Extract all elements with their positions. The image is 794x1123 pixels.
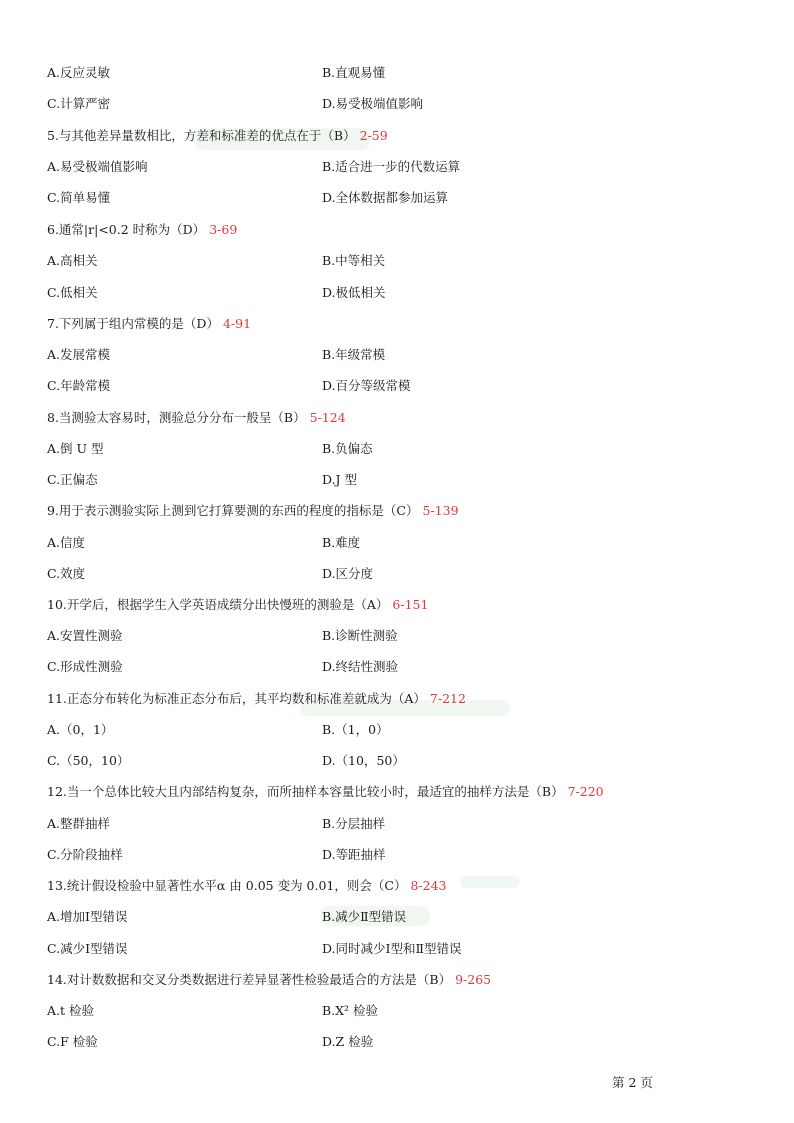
option-b: B.（1，0）: [322, 722, 389, 737]
scan-smudge: [460, 876, 520, 888]
option-c: C.减少Ⅰ型错误: [47, 941, 128, 956]
option-a: A.整群抽样: [47, 816, 111, 831]
question-stem: 11.正态分布转化为标准正态分布后，其平均数和标准差就成为（A） 7-212: [47, 691, 466, 706]
option-c: C.F 检验: [47, 1034, 98, 1049]
page-reference: 6-151: [392, 597, 429, 612]
question-stem: 14.对计数数据和交叉分类数据进行差异显著性检验最适合的方法是（B） 9-265: [47, 972, 492, 987]
option-c: C.低相关: [47, 285, 98, 300]
option-d: D.同时减少Ⅰ型和Ⅱ型错误: [322, 941, 462, 956]
option-b: B.分层抽样: [322, 816, 386, 831]
option-d: D.易受极端值影响: [322, 96, 424, 111]
page-reference: 7-212: [429, 691, 466, 706]
option-a: A.（0，1）: [47, 722, 114, 737]
option-d: D.极低相关: [322, 285, 386, 300]
page-reference: 4-91: [222, 316, 252, 331]
option-b: B.年级常模: [322, 347, 386, 362]
option-a: A.倒 U 型: [47, 441, 104, 456]
page-reference: 8-243: [410, 878, 447, 893]
option-a: A.高相关: [47, 253, 98, 268]
page-reference: 5-124: [309, 410, 346, 425]
option-c: C.（50，10）: [47, 753, 130, 768]
option-b: B.诊断性测验: [322, 628, 398, 643]
option-a: A.反应灵敏: [47, 65, 111, 80]
question-stem: 7.下列属于组内常模的是（D） 4-91: [47, 316, 252, 331]
option-c: C.形成性测验: [47, 659, 123, 674]
option-c: C.分阶段抽样: [47, 847, 123, 862]
option-b: B.减少Ⅱ型错误: [322, 909, 407, 924]
question-stem: 13.统计假设检验中显著性水平α 由 0.05 变为 0.01，则会（C） 8-243: [47, 878, 447, 893]
option-b: B.适合进一步的代数运算: [322, 159, 461, 174]
option-d: D.全体数据都参加运算: [322, 190, 449, 205]
page-number: 第 2 页: [612, 1075, 653, 1090]
option-d: D.区分度: [322, 566, 374, 581]
page-reference: 7-220: [567, 784, 604, 799]
question-stem: 6.通常|r|<0.2 时称为（D） 3-69: [47, 222, 238, 237]
option-b: B.中等相关: [322, 253, 386, 268]
page-reference: 9-265: [455, 972, 492, 987]
option-d: D.（10，50）: [322, 753, 405, 768]
option-c: C.正偏态: [47, 472, 98, 487]
option-c: C.效度: [47, 566, 86, 581]
page-reference: 5-139: [422, 503, 459, 518]
option-d: D.终结性测验: [322, 659, 399, 674]
option-a: A.增加Ⅰ型错误: [47, 909, 128, 924]
option-a: A.安置性测验: [47, 628, 123, 643]
question-stem: 10.开学后，根据学生入学英语成绩分出快慢班的测验是（A） 6-151: [47, 597, 429, 612]
option-a: A.易受极端值影响: [47, 159, 148, 174]
option-c: C.年龄常模: [47, 378, 111, 393]
option-a: A.t 检验: [47, 1003, 94, 1018]
question-stem: 5.与其他差异量数相比，方差和标准差的优点在于（B） 2-59: [47, 128, 388, 143]
option-b: B.X² 检验: [322, 1003, 379, 1018]
option-c: C.简单易懂: [47, 190, 111, 205]
option-b: B.负偏态: [322, 441, 373, 456]
question-stem: 9.用于表示测验实际上测到它打算要测的东西的程度的指标是（C） 5-139: [47, 503, 459, 518]
page-reference: 3-69: [209, 222, 238, 237]
option-b: B.直观易懂: [322, 65, 386, 80]
option-a: A.发展常模: [47, 347, 111, 362]
option-b: B.难度: [322, 535, 361, 550]
option-d: D.Z 检验: [322, 1034, 374, 1049]
option-d: D.J 型: [322, 472, 358, 487]
option-d: D.等距抽样: [322, 847, 386, 862]
option-a: A.信度: [47, 535, 86, 550]
option-d: D.百分等级常模: [322, 378, 411, 393]
question-stem: 8.当测验太容易时，测验总分分布一般呈（B） 5-124: [47, 410, 346, 425]
page-reference: 2-59: [359, 128, 388, 143]
question-stem: 12.当一个总体比较大且内部结构复杂，而所抽样本容量比较小时，最适宜的抽样方法是（B） 7-220: [47, 784, 604, 799]
option-c: C.计算严密: [47, 96, 111, 111]
